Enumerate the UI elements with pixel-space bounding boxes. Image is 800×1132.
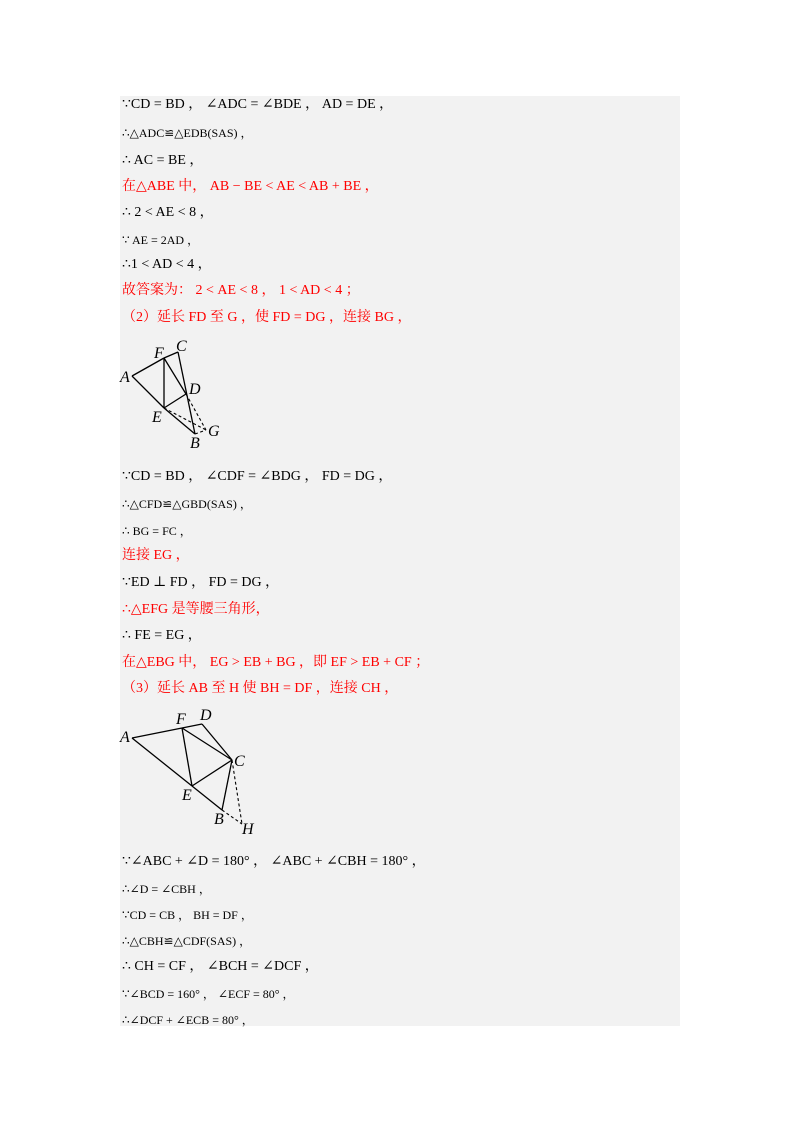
- text-line: ∴∠D = ∠CBH ，: [122, 882, 211, 896]
- label-E: E: [182, 787, 192, 804]
- label-H: H: [242, 821, 254, 838]
- label-D: D: [189, 381, 201, 398]
- label-B: B: [190, 435, 200, 452]
- text-line: ∵∠BCD = 160° ， ∠ECF = 80° ，: [122, 987, 295, 1001]
- text-line: ∴∠DCF + ∠ECB = 80° ，: [122, 1013, 254, 1027]
- text-line: ∴ 2 < AE < 8 ，: [122, 205, 214, 220]
- segment-FC: [182, 728, 232, 760]
- label-F: F: [154, 345, 164, 362]
- label-D: D: [200, 707, 212, 724]
- text-line: ∴△EFG 是等腰三角形，: [122, 602, 270, 617]
- label-G: G: [208, 423, 220, 440]
- segment-AE: [132, 376, 164, 408]
- segment-BG: [195, 430, 206, 434]
- text-line: （2）延长 FD 至 G ，使 FD = DG ，连接 BG ，: [122, 310, 412, 325]
- geometry-figure-2: [118, 704, 268, 839]
- label-A: A: [120, 729, 130, 746]
- segment-ED: [164, 394, 186, 408]
- segment-DG: [186, 394, 206, 430]
- label-C: C: [234, 753, 245, 770]
- text-line: ∴ AC = BE ，: [122, 153, 204, 168]
- text-line: ∵ED ⊥ FD ， FD = DG ，: [122, 575, 280, 590]
- segment-EC: [192, 760, 232, 786]
- segment-DC: [202, 724, 232, 760]
- label-A: A: [120, 369, 130, 386]
- text-line: ∴△ADC≌△EDB(SAS) ，: [122, 126, 253, 140]
- segment-AE: [132, 738, 192, 786]
- text-line: ∵CD = CB ， BH = DF ，: [122, 908, 253, 922]
- text-line: ∴△CBH≌△CDF(SAS) ，: [122, 934, 252, 948]
- segment-CB: [222, 760, 232, 810]
- segment-BH: [222, 810, 242, 824]
- label-E: E: [152, 409, 162, 426]
- text-line: 在△EBG 中， EG > EB + BG ，即 EF > EB + CF ；: [122, 655, 430, 670]
- text-line: ∵CD = BD ， ∠ADC = ∠BDE ， AD = DE ，: [122, 97, 394, 112]
- text-line: 故答案为： 2 < AE < 8 ， 1 < AD < 4 ；: [122, 283, 360, 298]
- segment-EB: [192, 786, 222, 810]
- label-B: B: [214, 811, 224, 828]
- geometry-figure-1: [118, 336, 228, 456]
- text-line: ∴ CH = CF ， ∠BCH = ∠DCF ，: [122, 959, 319, 974]
- text-line: ∵∠ABC + ∠D = 180° ， ∠ABC + ∠CBH = 180° ，: [122, 854, 426, 869]
- text-line: ∵CD = BD ， ∠CDF = ∠BDG ， FD = DG ，: [122, 469, 393, 484]
- label-F: F: [176, 711, 186, 728]
- text-line: ∴ BG = FC ，: [122, 524, 192, 538]
- label-C: C: [176, 338, 187, 355]
- text-line: ∵ AE = 2AD ，: [122, 233, 200, 247]
- text-line: ∴△CFD≌△GBD(SAS) ，: [122, 497, 252, 511]
- text-line: ∴ FE = EG ，: [122, 628, 202, 643]
- segment-FE: [182, 728, 192, 786]
- text-line: 连接 EG ，: [122, 548, 190, 563]
- segment-AF: [132, 728, 182, 738]
- text-line: ∴1 < AD < 4 ，: [122, 257, 212, 272]
- text-line: 在△ABE 中， AB − BE < AE < AB + BE ，: [122, 179, 379, 194]
- text-line: （3）延长 AB 至 H 使 BH = DF ，连接 CH ，: [122, 681, 399, 696]
